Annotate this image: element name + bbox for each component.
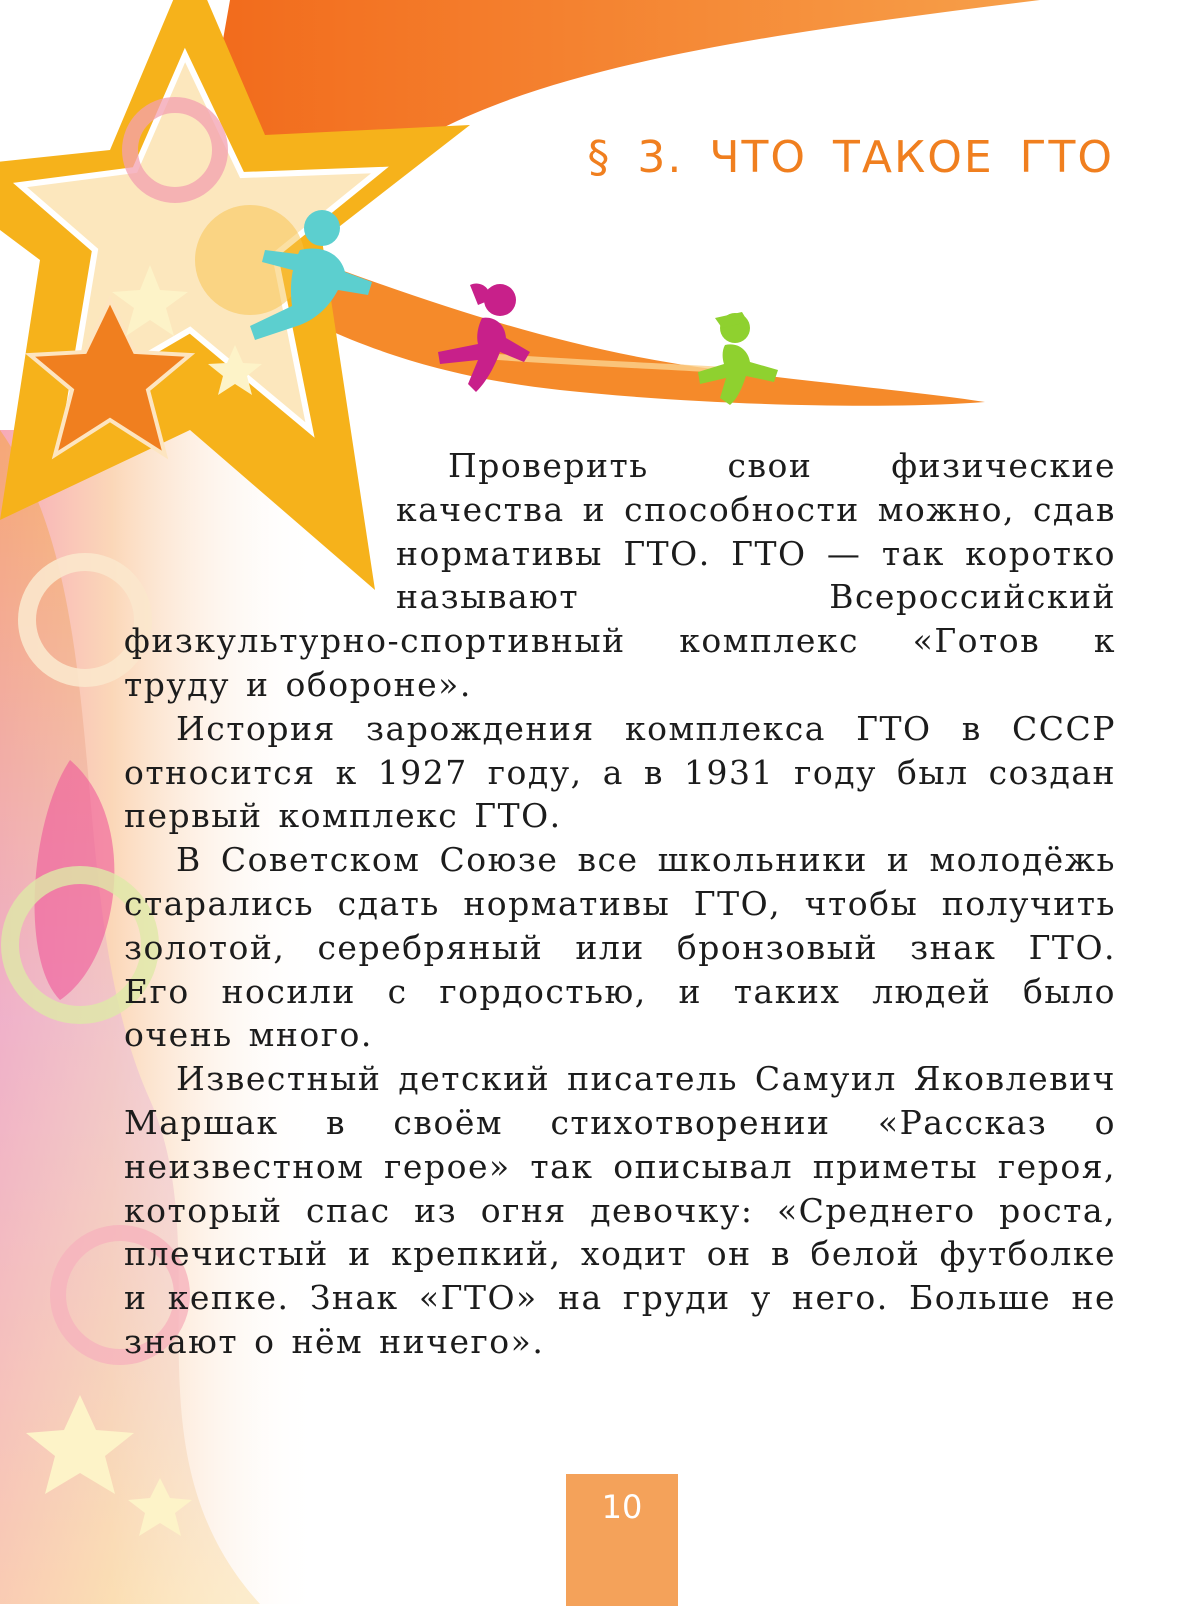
paragraph-3: В Советском Союзе все школьники и молодёжь старались сдать нормативы ГТО, чтобы получить золотой, серебряный или бронзовый знак ГТО. Его носили с гордостью, и таких людей было очень много. [124,840,1116,1055]
page-title: § 3. ЧТО ТАКОЕ ГТО [587,132,1114,183]
paragraph-2: История зарождения комплекса ГТО в СССР относится к 1927 году, а в 1931 году был создан первый комплекс ГТО. [124,708,1116,836]
star-wrap-space [124,444,396,619]
page-number: 10 [566,1474,678,1606]
paragraph-text: Проверить свои физические качества и способности можно, сдав нормативы ГТО. ГТО — так коротко называют Всероссийский физкультурно-спортивный комплекс «Готов к труду и обороне». [124,446,1116,704]
paragraph-4: Известный детский писатель Самуил Яковлевич Маршак в своём стихотворении «Рассказ о неизвестном герое» так описывал приметы героя, который спас из огня девочку: «Среднего роста, плечистый и крепкий, ходит он в белой футболке и кепке. Знак «ГТО» на груди у него. Больше не знают о нём ничего». [124,1059,1116,1361]
body-text [124,444,1116,1364]
middle-swoosh [260,240,985,406]
